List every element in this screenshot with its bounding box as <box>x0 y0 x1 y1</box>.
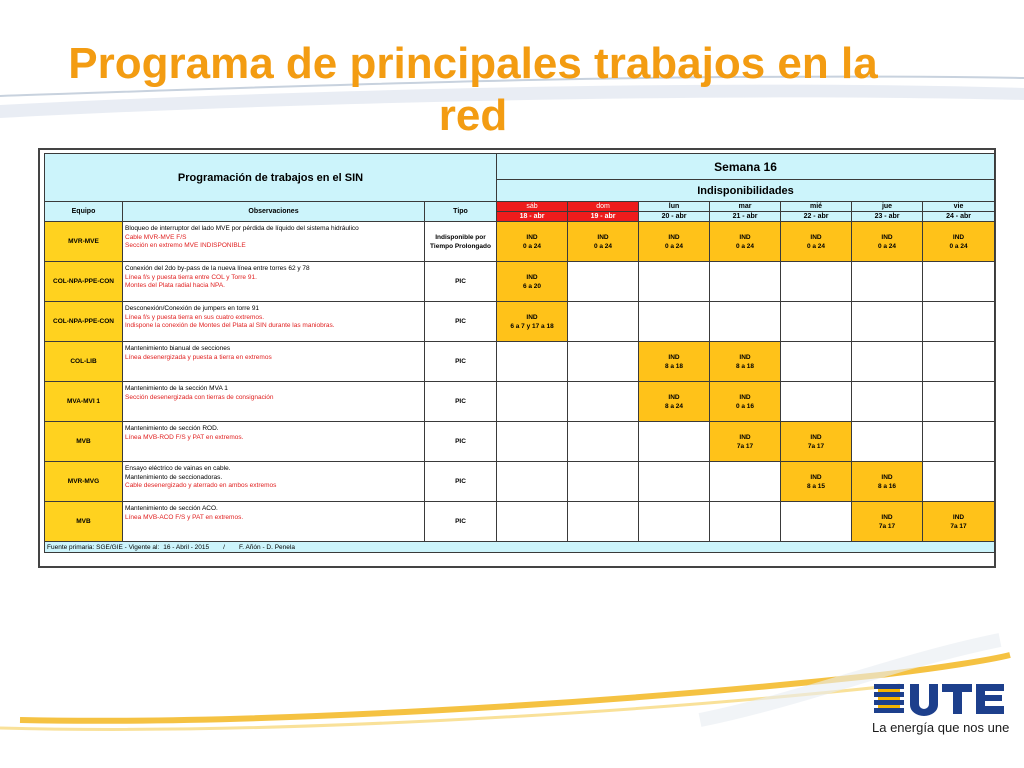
unavailability-cell <box>852 222 923 262</box>
col-header-observaciones: Observaciones <box>123 202 425 222</box>
footer-row <box>45 542 995 553</box>
page-title-line-1: Programa de principales trabajos en la <box>68 39 878 88</box>
empty-cell <box>781 342 852 382</box>
tipo-cell <box>425 502 497 542</box>
page-title <box>0 38 946 142</box>
observacion-line: Línea f/s y puesta tierra entre COL y Torre 91. <box>125 273 257 281</box>
tipo-line: PIC <box>455 358 466 365</box>
tipo-line: Tiempo Prolongado <box>430 242 491 250</box>
table-row <box>45 502 995 542</box>
unavailability-line: IND <box>526 273 538 281</box>
unavailability-cell <box>923 502 995 542</box>
tipo-line: PIC <box>455 518 466 525</box>
equipo-cell: COL-NPA-PPE-CON <box>45 262 123 302</box>
unavailability-line: 8 a 16 <box>877 482 897 490</box>
footer-sep: / <box>223 543 225 551</box>
unavailability-line: IND <box>739 233 751 241</box>
schedule-table <box>44 153 995 553</box>
observaciones-cell <box>123 222 425 262</box>
unavailability-line: 8 a 18 <box>664 362 684 370</box>
unavailability-cell <box>852 502 923 542</box>
observacion-line: Bloqueo de interruptor del lado MVE por pérdida de líquido del sistema hidráulico <box>125 225 359 232</box>
day-name-2: lun <box>639 202 710 212</box>
tipo-line: PIC <box>455 278 466 285</box>
day-date-1: 19 - abr <box>568 212 639 222</box>
observacion-line: Mantenimiento de la sección MVA 1 <box>125 385 228 392</box>
unavailability-line: IND <box>668 353 680 361</box>
unavailability-cell <box>497 302 568 342</box>
unavailability-line: IND <box>881 513 893 521</box>
table-row <box>45 422 995 462</box>
empty-cell <box>710 262 781 302</box>
empty-cell <box>568 382 639 422</box>
day-name-6: vie <box>923 202 995 212</box>
empty-cell <box>639 462 710 502</box>
day-date-3: 21 - abr <box>710 212 781 222</box>
tipo-line: PIC <box>455 398 466 405</box>
week-label: Semana 16 <box>497 154 995 180</box>
day-name-4: mié <box>781 202 852 212</box>
brand-tagline: La energía que nos une <box>872 720 1010 735</box>
observacion-line: Sección en extremo MVE INDISPONIBLE <box>125 242 246 249</box>
empty-cell <box>710 462 781 502</box>
tipo-line: PIC <box>455 478 466 485</box>
empty-cell <box>568 342 639 382</box>
empty-cell <box>852 382 923 422</box>
day-date-4: 22 - abr <box>781 212 852 222</box>
observaciones-cell <box>123 342 425 382</box>
empty-cell <box>923 302 995 342</box>
unavailability-cell <box>568 222 639 262</box>
empty-cell <box>497 462 568 502</box>
observacion-line: Línea MVB-ACO F/S y PAT en extremos. <box>125 513 244 521</box>
observacion-line: Desconexión/Conexión de jumpers en torre 91 <box>125 305 260 312</box>
observacion-line: Mantenimiento de sección ACO. <box>125 505 218 512</box>
equipo-cell: MVB <box>45 422 123 462</box>
unavailability-line: IND <box>739 353 751 361</box>
unavailability-cell <box>710 382 781 422</box>
empty-cell <box>852 302 923 342</box>
unavailability-cell <box>639 382 710 422</box>
table-row <box>45 382 995 422</box>
unavailability-cell <box>497 262 568 302</box>
empty-cell <box>568 302 639 342</box>
table-row <box>45 222 995 262</box>
equipo-cell: MVR-MVG <box>45 462 123 502</box>
equipo-cell: MVR-MVE <box>45 222 123 262</box>
unavailability-line: 8 a 15 <box>806 482 826 490</box>
observacion-line: Montes del Plata radial hacia NPA. <box>125 282 225 289</box>
empty-cell <box>923 262 995 302</box>
unavailability-cell <box>710 222 781 262</box>
unavailability-line: 0 a 24 <box>877 242 897 250</box>
observacion-line: Ensayo eléctrico de vainas en cable. <box>125 465 231 472</box>
empty-cell <box>497 382 568 422</box>
empty-cell <box>639 422 710 462</box>
day-name-3: mar <box>710 202 781 212</box>
observacion-line: Mantenimiento bianual de secciones <box>125 345 231 352</box>
unavailability-line: 0 a 24 <box>593 242 613 250</box>
empty-cell <box>923 422 995 462</box>
day-date-2: 20 - abr <box>639 212 710 222</box>
tipo-cell <box>425 422 497 462</box>
empty-cell <box>710 502 781 542</box>
unavailability-line: IND <box>597 233 609 241</box>
equipo-cell: COL-LIB <box>45 342 123 382</box>
unavailability-line: 8 a 24 <box>664 402 684 410</box>
unavailability-line: IND <box>739 433 751 441</box>
observacion-line: Línea desenergizada y puesta a tierra en extremos <box>125 353 272 361</box>
page-title-line-2: red <box>438 91 508 140</box>
table-title: Programación de trabajos en el SIN <box>45 154 497 202</box>
table-row <box>45 342 995 382</box>
unavailability-line: 0 a 24 <box>735 242 755 250</box>
unavailability-cell <box>781 462 852 502</box>
observacion-line: Mantenimiento de seccionadoras. <box>125 473 223 481</box>
tipo-cell <box>425 342 497 382</box>
empty-cell <box>497 502 568 542</box>
day-date-5: 23 - abr <box>852 212 923 222</box>
unavailability-line: 0 a 24 <box>664 242 684 250</box>
tipo-cell <box>425 222 497 262</box>
observaciones-cell <box>123 262 425 302</box>
unavailability-line: IND <box>810 233 822 241</box>
empty-cell <box>497 422 568 462</box>
unavailability-line: IND <box>952 513 965 521</box>
empty-cell <box>923 382 995 422</box>
observaciones-cell <box>123 422 425 462</box>
table-row <box>45 462 995 502</box>
unavailability-line: 0 a 24 <box>522 242 542 250</box>
day-date-6: 24 - abr <box>923 212 995 222</box>
unavailability-line: IND <box>881 473 893 481</box>
observacion-line: Línea f/s y puesta tierra en sus cuatro extremos. <box>125 313 265 321</box>
footer-fecha: 16 - Abril - 2015 <box>163 543 210 551</box>
unavailability-cell <box>639 342 710 382</box>
schedule-table-frame <box>38 148 996 568</box>
unavailability-line: 0 a 24 <box>949 242 968 250</box>
empty-cell <box>852 262 923 302</box>
unavailability-line: 0 a 24 <box>806 242 826 250</box>
unavailability-line: IND <box>668 233 680 241</box>
unavailability-line: IND <box>526 233 538 241</box>
col-header-equipo: Equipo <box>45 202 123 222</box>
empty-cell <box>852 422 923 462</box>
unavailability-line: IND <box>739 393 751 401</box>
table-row <box>45 262 995 302</box>
empty-cell <box>710 302 781 342</box>
observacion-line: Línea MVB-ROD F/S y PAT en extremos. <box>125 433 244 441</box>
tipo-line: PIC <box>455 438 466 445</box>
empty-cell <box>639 302 710 342</box>
tipo-cell <box>425 382 497 422</box>
unavailability-line: 8 a 18 <box>735 362 755 370</box>
empty-cell <box>781 382 852 422</box>
observacion-line: Indispone la conexión de Montes del Plata al SIN durante las maniobras. <box>125 322 335 329</box>
empty-cell <box>639 262 710 302</box>
observacion-line: Conexión del 2do by-pass de la nueva línea entre torres 62 y 78 <box>125 265 310 272</box>
unavailability-line: 7a 17 <box>950 522 967 530</box>
tipo-cell <box>425 462 497 502</box>
empty-cell <box>568 462 639 502</box>
unavailability-cell <box>710 422 781 462</box>
day-date-0: 18 - abr <box>497 212 568 222</box>
empty-cell <box>923 342 995 382</box>
unavailability-line: 7a 17 <box>736 442 754 450</box>
day-name-5: jue <box>852 202 923 212</box>
unavailability-line: IND <box>952 233 965 241</box>
unavailability-line: 6 a 20 <box>522 282 542 290</box>
empty-cell <box>568 422 639 462</box>
tipo-line: Indisponible por <box>435 233 486 241</box>
col-header-tipo: Tipo <box>425 202 497 222</box>
unavailability-cell <box>781 222 852 262</box>
ute-logo <box>874 682 1006 718</box>
equipo-cell: MVB <box>45 502 123 542</box>
source-footer <box>45 542 995 553</box>
unavailability-line: IND <box>881 233 893 241</box>
table-row <box>45 302 995 342</box>
tipo-cell <box>425 302 497 342</box>
observaciones-cell <box>123 382 425 422</box>
unavailability-cell <box>639 222 710 262</box>
empty-cell <box>639 502 710 542</box>
unavailability-line: 7a 17 <box>807 442 825 450</box>
day-name-0: sáb <box>497 202 568 212</box>
empty-cell <box>781 502 852 542</box>
observaciones-cell <box>123 502 425 542</box>
unavailability-line: IND <box>668 393 680 401</box>
empty-cell <box>568 262 639 302</box>
unavailability-cell <box>497 222 568 262</box>
unavailability-line: IND <box>526 313 538 321</box>
equipo-cell: MVA-MVI 1 <box>45 382 123 422</box>
unavailability-cell <box>923 222 995 262</box>
observacion-line: Mantenimiento de sección ROD. <box>125 425 219 432</box>
unavailability-line: 7a 17 <box>878 522 896 530</box>
empty-cell <box>852 342 923 382</box>
observacion-line: Cable MVR-MVE F/S <box>125 233 187 241</box>
empty-cell <box>497 342 568 382</box>
empty-cell <box>781 262 852 302</box>
empty-cell <box>923 462 995 502</box>
empty-cell <box>568 502 639 542</box>
empty-cell <box>781 302 852 342</box>
unavailability-cell <box>710 342 781 382</box>
footer-fuente: Fuente primaria: SGE/GIE - Vigente al: <box>47 543 160 551</box>
unavailability-line: IND <box>810 473 822 481</box>
unavailability-label: Indisponibilidades <box>497 180 995 202</box>
observacion-line: Sección desenergizada con tierras de consignación <box>125 393 274 401</box>
observaciones-cell <box>123 302 425 342</box>
unavailability-cell <box>852 462 923 502</box>
observaciones-cell <box>123 462 425 502</box>
unavailability-line: 0 a 16 <box>735 402 755 410</box>
unavailability-line: IND <box>810 433 822 441</box>
tipo-line: PIC <box>455 318 466 325</box>
footer-autores: F. Añón - D. Penela <box>238 543 295 551</box>
unavailability-cell <box>781 422 852 462</box>
unavailability-line: 6 a 7 y 17 a 18 <box>510 322 554 330</box>
tipo-cell <box>425 262 497 302</box>
day-name-1: dom <box>568 202 639 212</box>
equipo-cell: COL-NPA-PPE-CON <box>45 302 123 342</box>
observacion-line: Cable desenergizado y aterrado en ambos extremos <box>125 482 277 489</box>
